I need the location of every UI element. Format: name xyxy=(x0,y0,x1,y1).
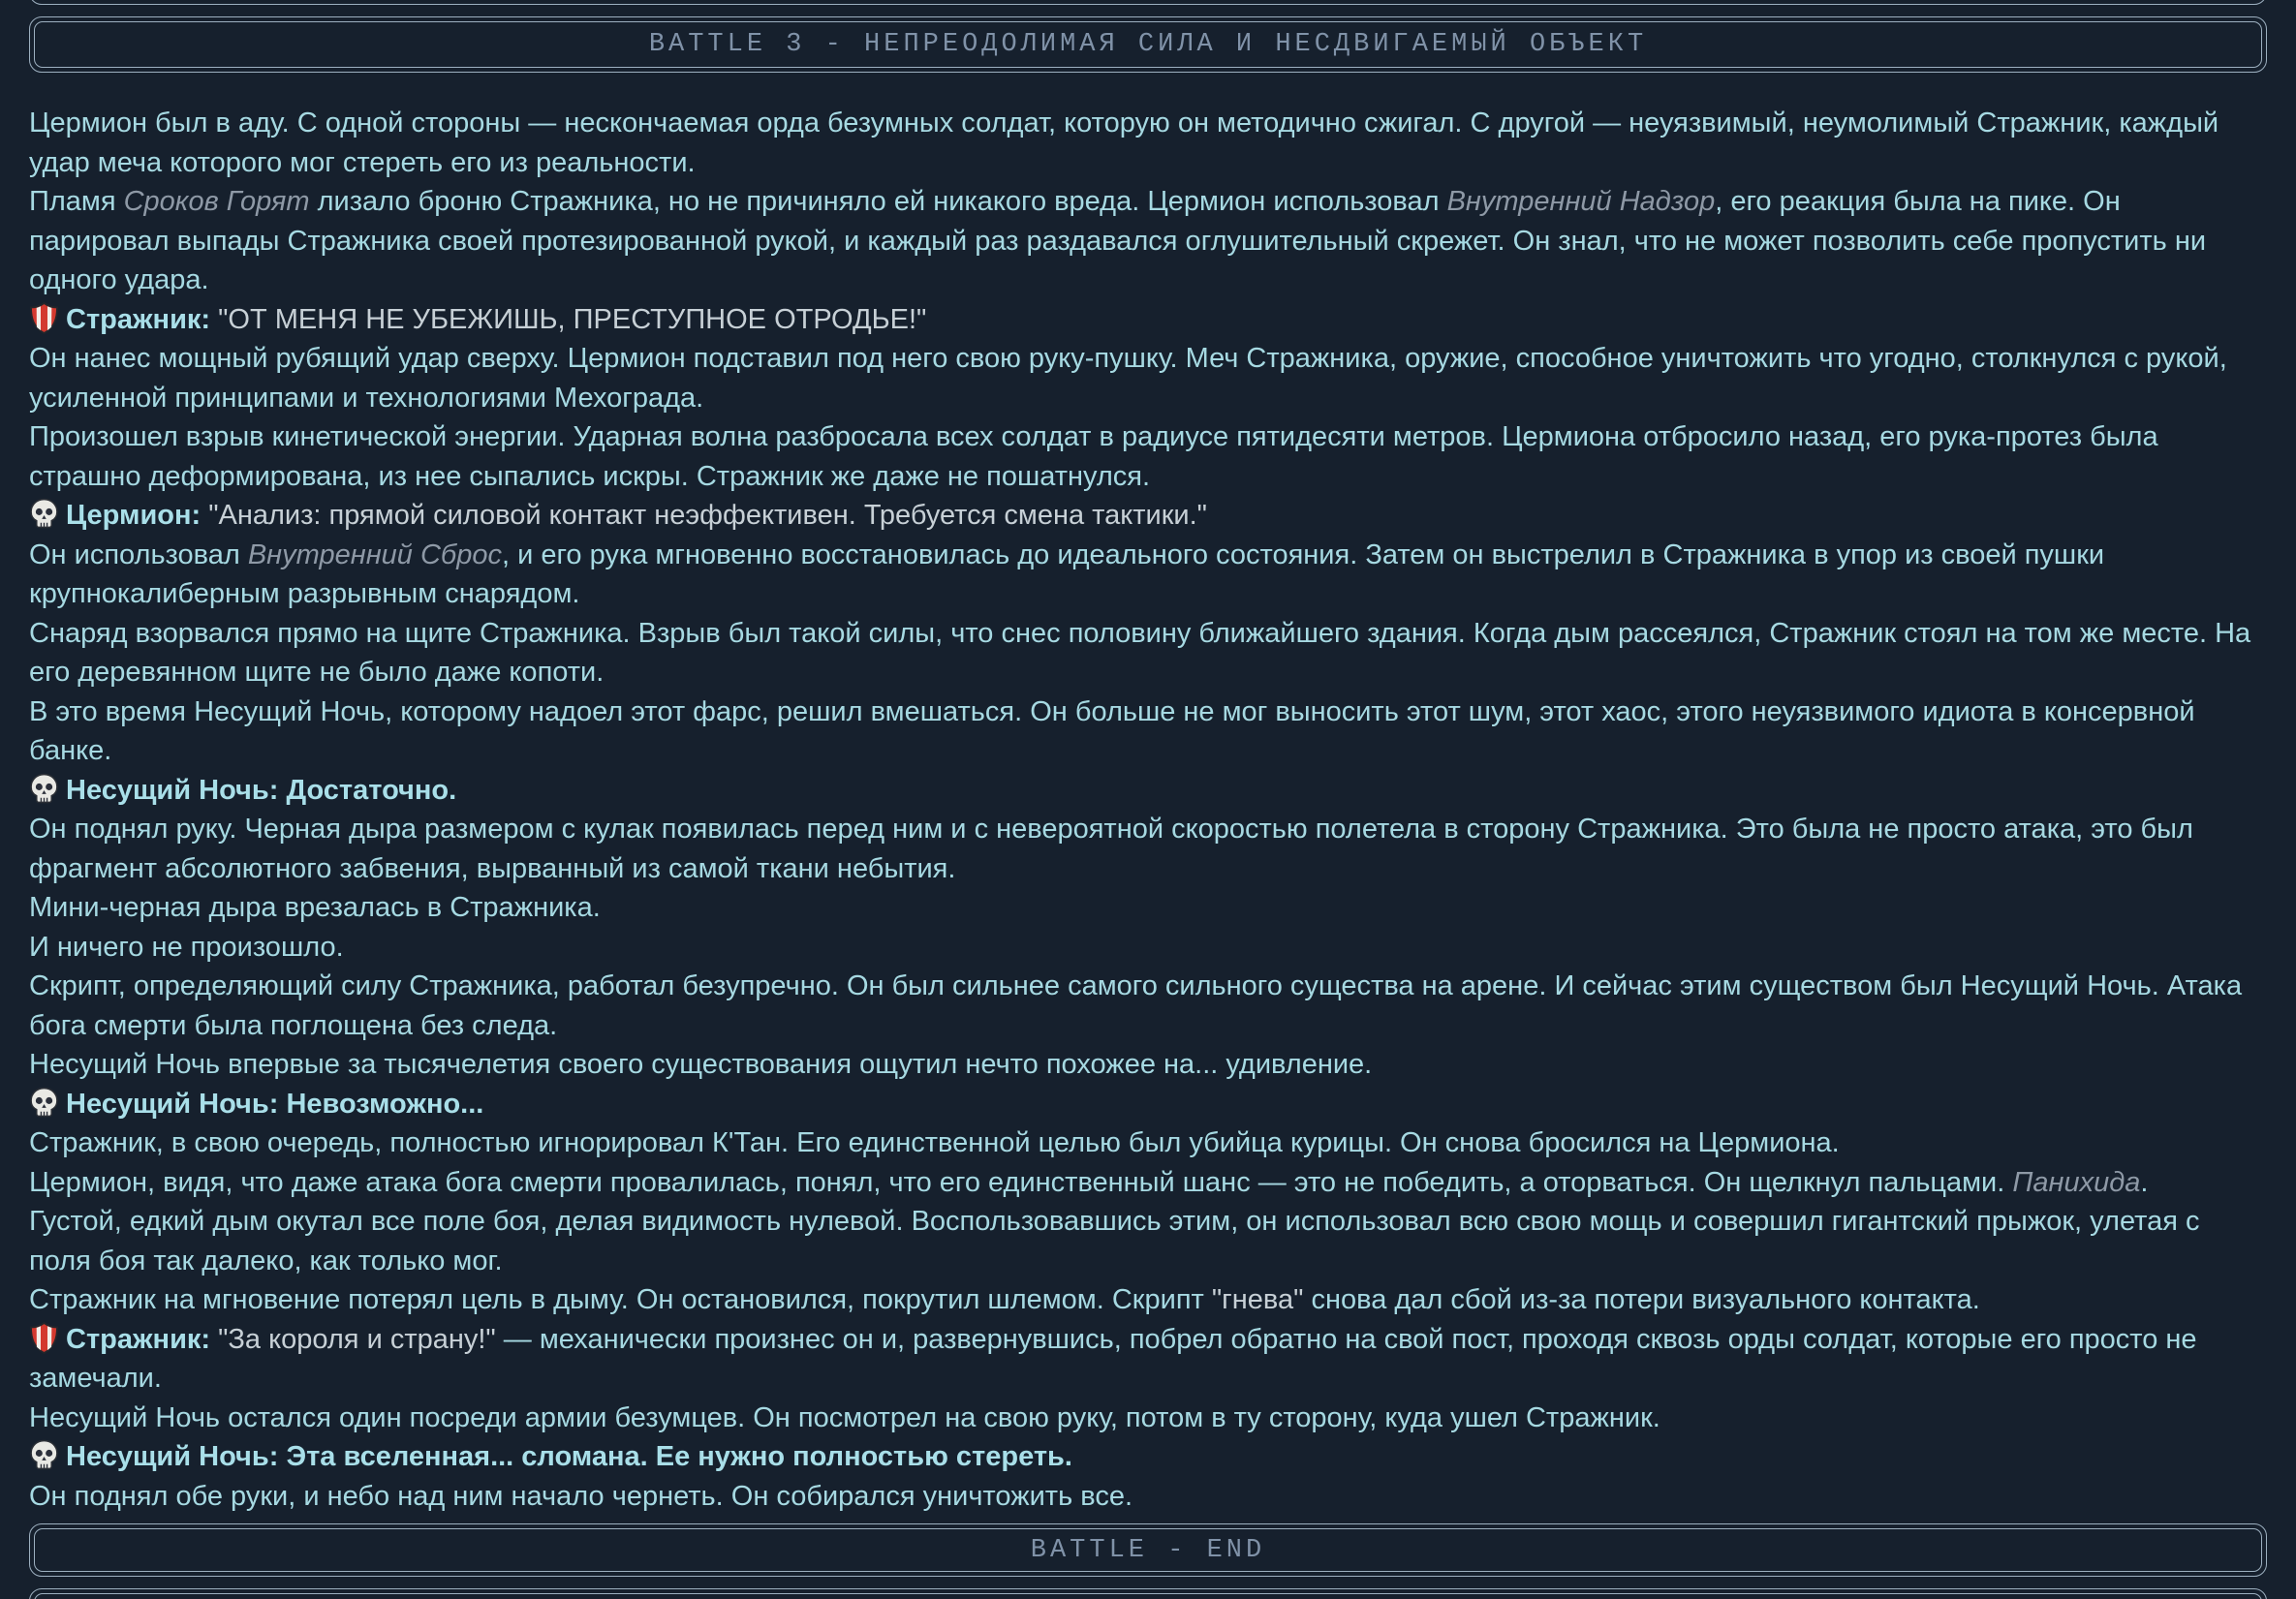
next-section-frame-edge xyxy=(29,1588,2267,1599)
text-segment: Он поднял руку. Черная дыра размером с кулак появилась перед ним и с невероятной скоростью полетела в сторону Стражника. Это была не просто атака, это был фрагмент абсолютного забвения, вырванный из самой ткани небытия. xyxy=(29,814,2193,884)
log-paragraph xyxy=(29,104,2267,182)
log-paragraph xyxy=(29,536,2267,614)
battle-footer-frame xyxy=(29,1523,2267,1577)
text-segment: лизало броню Стражника, но не причиняло ей никакого вреда. Цермион использовал xyxy=(309,186,1447,217)
text-segment: Он нанес мощный рубящий удар сверху. Цермион подставил под него свою руку-пушку. Меч Стражника, оружие, способное уничтожить что угодно, столкнулся с рукой, усиленной принципами и технологиями Мехограда. xyxy=(29,343,2227,414)
text-segment: Стражник: xyxy=(66,303,219,335)
text-segment: "За короля и страну!" xyxy=(218,1323,496,1355)
text-segment: Стражник, в свою очередь, полностью игнорировал К'Тан. Его единственной целью был убийца курицы. Он снова бросился на Цермиона. xyxy=(29,1127,1840,1158)
text-segment: , и его рука мгновенно восстановилась до идеального состояния. Затем он выстрелил в Стражника в упор из своей пушки крупнокалиберным разрывным снарядом. xyxy=(29,538,2105,609)
log-paragraph xyxy=(29,1437,2267,1477)
log-paragraph xyxy=(29,692,2267,771)
log-paragraph xyxy=(29,614,2267,692)
previous-section-frame-edge xyxy=(29,0,2267,5)
text-segment: "ОТ МЕНЯ НЕ УБЕЖИШЬ, ПРЕСТУПНОЕ ОТРОДЬЕ!" xyxy=(218,303,927,335)
text-segment: Панихида xyxy=(2012,1166,2141,1198)
text-segment: Снаряд взорвался прямо на щите Стражника. Взрыв был такой силы, что снес половину ближайшего здания. Когда дым рассеялся, Стражник стоял на том же месте. На его деревянном щите не было даже копоти. xyxy=(29,617,2251,688)
battle-footer-frame-inner xyxy=(34,1528,2262,1572)
text-segment: Несущий Ночь: Невозможно... xyxy=(66,1088,484,1120)
log-paragraph xyxy=(29,1477,2267,1517)
log-paragraph xyxy=(29,300,2267,340)
log-paragraph xyxy=(29,771,2267,811)
next-section-frame-inner xyxy=(34,1593,2262,1599)
log-paragraph xyxy=(29,417,2267,496)
text-segment: Несущий Ночь: Эта вселенная... сломана. Ее нужно полностью стереть. xyxy=(66,1441,1072,1472)
battle-header-frame-inner xyxy=(34,21,2262,68)
text-segment: Несущий Ночь остался один посреди армии безумцев. Он посмотрел на свою руку, потом в ту сторону, куда ушел Стражник. xyxy=(29,1401,1660,1433)
log-paragraph xyxy=(29,496,2267,536)
log-paragraph xyxy=(29,888,2267,928)
text-segment: Цермион, видя, что даже атака бога смерти провалилась, понял, что его единственный шанс — это не победить, а оторваться. Он щелкнул пальцами. xyxy=(29,1166,2013,1198)
log-paragraph xyxy=(29,1399,2267,1438)
log-paragraph xyxy=(29,928,2267,968)
text-segment: "гнева" xyxy=(1211,1284,1304,1315)
text-segment: Несущий Ночь впервые за тысячелетия своего существования ощутил нечто похожее на... удивление. xyxy=(29,1049,1373,1080)
text-segment: снова дал сбой из-за потери визуального контакта. xyxy=(1303,1284,1980,1315)
text-segment: Стражник: xyxy=(66,1323,219,1355)
battle-header-frame xyxy=(29,16,2267,73)
text-segment: Цермион: xyxy=(66,500,209,531)
text-segment: Внутренний Сброс xyxy=(247,538,502,570)
log-paragraph xyxy=(29,967,2267,1045)
text-segment: "Анализ: прямой силовой контакт неэффективен. Требуется смена тактики." xyxy=(208,500,1207,531)
shield-icon xyxy=(29,302,59,334)
text-segment: И ничего не произошло. xyxy=(29,931,344,963)
log-paragraph xyxy=(29,1163,2267,1203)
text-segment: Густой, едкий дым окутал все поле боя, делая видимость нулевой. Воспользовавшись этим, он использовал всю свою мощь и совершил гигантский прыжок, улетая с поля боя так далеко, как только мог. xyxy=(29,1206,2200,1276)
skull-icon xyxy=(29,1087,59,1119)
shield-icon xyxy=(29,1322,59,1354)
log-paragraph xyxy=(29,1320,2267,1399)
log-paragraph xyxy=(29,1123,2267,1163)
log-paragraph xyxy=(29,1280,2267,1320)
log-paragraph xyxy=(29,1045,2267,1085)
text-segment: , его реакция была на пике. Он парировал выпады Стражника своей протезированной рукой, и каждый раз раздавался оглушительный скрежет. Он знал, что не может позволить себе пропустить ни одного удара. xyxy=(29,186,2207,295)
text-segment: В это время Несущий Ночь, которому надоел этот фарс, решил вмешаться. Он больше не мог выносить этот шум, этот хаос, этого неуязвимого идиота в консервной банке. xyxy=(29,695,2195,766)
text-segment: Он поднял обе руки, и небо над ним начало чернеть. Он собирался уничтожить все. xyxy=(29,1480,1133,1512)
text-segment: Стражник на мгновение потерял цель в дыму. Он остановился, покрутил шлемом. Скрипт xyxy=(29,1284,1212,1315)
log-paragraph xyxy=(29,339,2267,417)
battle-header-title: BATTLE 3 - НЕПРЕОДОЛИМАЯ СИЛА И НЕСДВИГАЕМЫЙ ОБЪЕКТ xyxy=(648,30,1648,59)
text-segment: Произошел взрыв кинетической энергии. Ударная волна разбросала всех солдат в радиусе пятидесяти метров. Цермиона отбросило назад, его рука-протез была страшно деформирована, из нее сыпались искры. Стражник же даже не пошатнулся. xyxy=(29,421,2158,492)
text-segment: . xyxy=(2140,1166,2149,1198)
log-paragraph xyxy=(29,182,2267,300)
text-segment: Пламя xyxy=(29,186,124,217)
skull-icon xyxy=(29,498,59,530)
text-segment: Мини-черная дыра врезалась в Стражника. xyxy=(29,892,601,923)
text-segment: Цермион был в аду. С одной стороны — нескончаемая орда безумных солдат, которую он методично сжигал. С другой — неуязвимый, неумолимый Стражник, каждый удар меча которого мог стереть его из реальности. xyxy=(29,108,2219,178)
battle-log xyxy=(29,73,2267,1516)
log-paragraph xyxy=(29,1202,2267,1280)
battle-footer-title: BATTLE - END xyxy=(1030,1535,1266,1565)
skull-icon xyxy=(29,773,59,805)
skull-icon xyxy=(29,1439,59,1471)
text-segment: Он использовал xyxy=(29,538,248,570)
text-segment: Несущий Ночь: Достаточно. xyxy=(66,774,457,806)
text-segment: — механически произнес он и, развернувшись, побрел обратно на свой пост, проходя сквозь орды солдат, которые его просто не замечали. xyxy=(29,1323,2197,1394)
text-segment: Сроков Горят xyxy=(123,186,310,217)
log-paragraph xyxy=(29,810,2267,888)
text-segment: Скрипт, определяющий силу Стражника, работал безупречно. Он был сильнее самого сильного существа на арене. И сейчас этим существом был Несущий Ночь. Атака бога смерти была поглощена без следа. xyxy=(29,970,2243,1041)
text-segment: Внутренний Надзор xyxy=(1446,186,1716,217)
log-paragraph xyxy=(29,1085,2267,1124)
